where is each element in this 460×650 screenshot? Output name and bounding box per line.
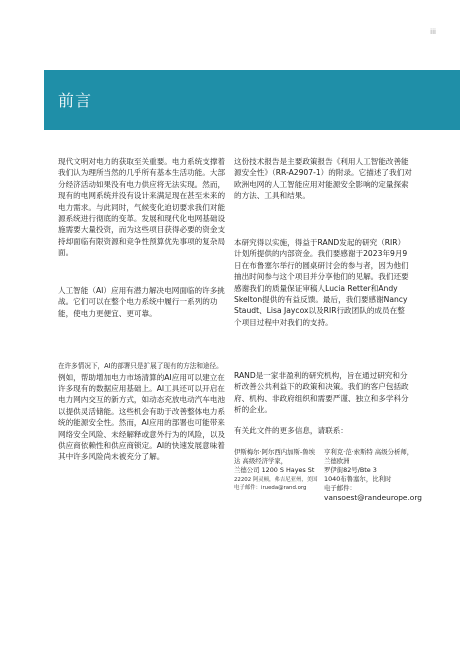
right-paragraph-2 (234, 237, 412, 328)
contact-2-email-label: 电子邮件： (324, 484, 356, 492)
contact-block-2 (324, 448, 424, 504)
contact-1-name: 伊斯梅尔·阿尔西内加斯-鲁埃达 高级经济学家， (234, 448, 316, 465)
right-paragraph-3 (234, 370, 412, 416)
contact-2-street: 罗伊街82号/Bte 3 (324, 466, 377, 474)
contact-2-org: 兰德欧洲 (324, 457, 350, 465)
left-paragraph-1-text: 现代文明对电力的获取至关重要。电力系统支撑着我们认为理所当然的几乎所有基本生活功能。大部分经济活动如果没有电力供应将无法实现。然而，现有的电网系统并没有设计来满足现在甚至未来的电力需求。与此同时，气候变化迫切要求我们对能源系统进行彻底的变革。发展和现代化电网基础设施需要大量投资，而为这些项目获得必要的资金支持却面临有限资源和竞争性预算优先事项的复杂局面。 (58, 157, 226, 258)
page-title: 前言 (58, 91, 93, 110)
left-paragraph-2-text: 人工智能（AI）应用有潜力解决电网面临的许多挑战。它们可以在整个电力系统中履行一系列的功能，使电力更便宜、更可靠。 (58, 286, 225, 318)
right-paragraph-1-text: 这份技术报告是主要政策报告《利用人工智能改善能源安全性》（RR-A2907-1）的附录。它描述了我们对欧洲电网的人工智能应用对能源安全影响的定量探索的方法、工具和结果。 (234, 157, 412, 201)
contact-1-address: 22202 阿灵顿，弗吉尼亚州，美国 电子邮件：iruedа@rand.org (234, 477, 318, 491)
contact-block-1 (234, 448, 320, 492)
contact-2-name: 亨利克·范·索斯特 高级分析师， (324, 448, 414, 456)
left-paragraph-3 (58, 362, 228, 463)
page-number: iii (430, 28, 436, 36)
right-paragraph-3-text: RAND是一家非盈利的研究机构，旨在通过研究和分析改善公共利益下的政策和决策。我们的客户包括政府、机构、非政府组织和需要严谨、独立和多学科分析的企业。 (234, 371, 409, 415)
left-paragraph-3-intro: 在许多情况下，AI的部署只是扩展了现有的方法和途径。 (58, 362, 223, 370)
title-banner (44, 70, 460, 130)
contact-2-email[interactable]: vansoest@randeurope.org (324, 493, 422, 502)
left-paragraph-1 (58, 156, 228, 259)
contact-intro (234, 425, 412, 436)
right-paragraph-2-text: 本研究得以实施，得益于RAND发起的研究（RIR）计划所提供的内部资金。我们要感谢于2023年9月9日在布鲁塞尔举行的圆桌研讨会的参与者，因为他们抽出时间参与这个项目并分享他们的见解。我们还要感谢我们的质量保证审稿人Lucia Retter和Andy Skelton提供的有益反馈。最后，我们要感谢Nancy Staudt、Lisa Jaycox以及RIR行政团队的成员在整个项目过程中对我们的支持。 (234, 238, 409, 327)
left-paragraph-3-text: 例如，帮助增加电力市场清算的AI应用可以建立在许多现有的数据应用基础上。AI工具还可以开启在电力网内交互的新方式，如动态充放电动汽车电池以提供灵活储能。这些机会有助于改善整体电力系统的能源安全性。然而，AI应用的部署也可能带来网络安全风险、未经解释或意外行为的风险，以及供应商依赖性和供应商锁定。AI的快速发展意味着其中许多风险尚未被充分了解。 (58, 372, 226, 462)
contact-intro-text: 有关此文件的更多信息，请联系： (234, 426, 348, 435)
left-paragraph-2 (58, 285, 228, 319)
right-paragraph-1 (234, 156, 412, 202)
contact-2-city: 1040布鲁塞尔，比利时 (324, 475, 392, 483)
contact-1-org: 兰德公司 1200 S Hayes St (234, 466, 315, 474)
